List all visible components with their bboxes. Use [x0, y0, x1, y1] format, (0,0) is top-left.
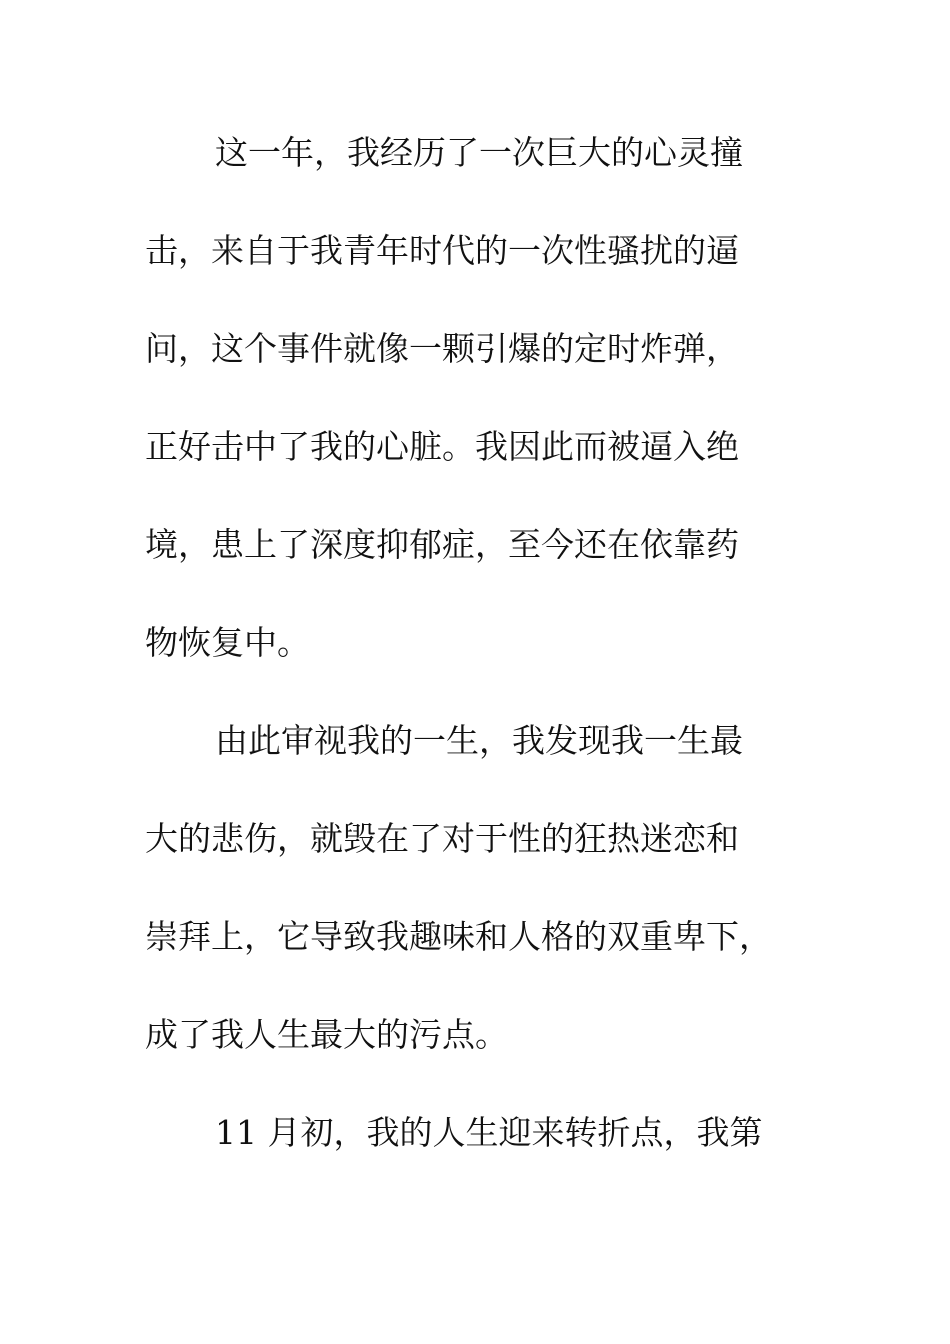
paragraph-1-line-3: 问，这个事件就像一颗引爆的定时炸弹， [145, 329, 739, 368]
paragraph-1-line-5: 境，患上了深度抑郁症，至今还在依靠药 [145, 525, 739, 564]
paragraph-2-line-4: 成了我人生最大的污点。 [145, 1015, 508, 1054]
paragraph-1-line-1: 这一年，我经历了一次巨大的心灵撞 [215, 133, 743, 172]
paragraph-2-line-3: 崇拜上，它导致我趣味和人格的双重卑下， [145, 917, 772, 956]
paragraph-1-line-6: 物恢复中。 [145, 623, 310, 662]
paragraph-1-line-2: 击，来自于我青年时代的一次性骚扰的逼 [145, 231, 739, 270]
paragraph-2-line-2: 大的悲伤，就毁在了对于性的狂热迷恋和 [145, 819, 739, 858]
paragraph-2-line-1: 由此审视我的一生，我发现我一生最 [215, 721, 743, 760]
paragraph-3-line-1: 11 月初，我的人生迎来转折点，我第 [215, 1113, 763, 1152]
paragraph-1-line-4: 正好击中了我的心脏。我因此而被逼入绝 [145, 427, 739, 466]
